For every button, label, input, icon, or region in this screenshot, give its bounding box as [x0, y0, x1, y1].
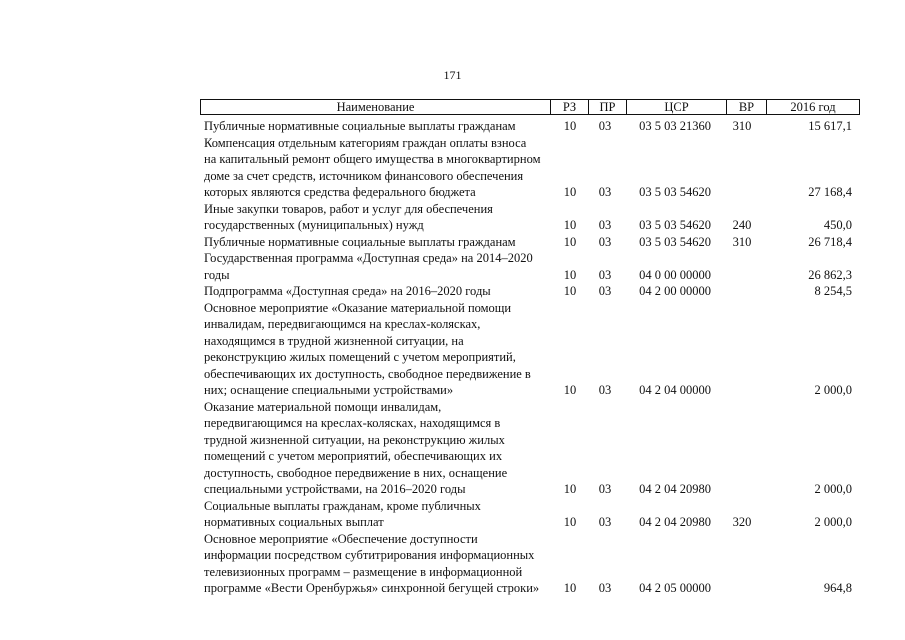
row-rz: 10: [563, 267, 577, 282]
row-name-line: обеспечивающих их доступность, свободное передвижение в: [204, 366, 531, 381]
row-sum: 8 254,5: [814, 284, 852, 298]
row-csr: 03 5 03 54620: [639, 234, 711, 249]
row-pr: 03: [598, 482, 612, 496]
table-header: [200, 99, 860, 115]
row-name-line: трудной жизненной ситуации, на реконструкцию жилых: [204, 432, 505, 447]
header-year: 2016 год: [766, 99, 860, 115]
row-csr: 03 5 03 54620: [639, 185, 711, 199]
row-rz: 10: [563, 234, 577, 249]
row-rz: 10: [563, 119, 577, 133]
row-pr: 03: [598, 218, 612, 232]
row-sum: 964,8: [823, 581, 852, 595]
header-vr: ВР: [726, 99, 766, 115]
row-name-line: Социальные выплаты гражданам, кроме публичных: [204, 498, 481, 513]
row-rz: 10: [563, 482, 577, 496]
row-sum: 450,0: [823, 218, 852, 232]
row-name-line: программе «Вести Оренбуржья» синхронной бегущей строки»: [204, 581, 540, 595]
header-pr: ПР: [588, 99, 626, 115]
row-name-line: Основное мероприятие «Оказание материальной помощи: [204, 300, 512, 315]
row-rz: 10: [563, 581, 577, 595]
row-pr: 03: [598, 185, 612, 199]
row-name-line: телевизионных программ – размещение в информационной: [204, 564, 523, 579]
row-name-line: Оказание материальной помощи инвалидам,: [204, 399, 442, 414]
row-name-line: инвалидам, передвигающимся на креслах-колясках,: [204, 317, 481, 331]
row-name-line: них; оснащение специальными устройствами»: [204, 383, 454, 397]
row-pr: 03: [598, 515, 612, 529]
row-name-line: Подпрограмма «Доступная среда» на 2016–2020 годы: [204, 284, 491, 298]
row-sum: 2 000,0: [814, 383, 852, 397]
row-sum: 2 000,0: [814, 482, 852, 496]
row-csr: 04 2 00 00000: [639, 284, 711, 298]
row-name-line: доме за счет средств, источником финансового обеспечения: [204, 168, 524, 183]
row-pr: 03: [598, 234, 612, 249]
row-sum: 26 718,4: [808, 234, 852, 249]
row-csr: 04 2 04 00000: [639, 383, 711, 397]
row-name-line: Публичные нормативные социальные выплаты гражданам: [204, 234, 516, 249]
row-csr: 03 5 03 21360: [639, 119, 711, 133]
row-name-line: Публичные нормативные социальные выплаты гражданам: [204, 119, 516, 133]
row-pr: 03: [598, 383, 612, 397]
row-name-line: Государственная программа «Доступная среда» на 2014–2020: [204, 251, 533, 265]
row-name-line: годы: [204, 267, 230, 282]
row-name-line: нормативных социальных выплат: [204, 515, 384, 529]
row-sum: 15 617,1: [808, 119, 852, 133]
row-csr: 04 2 04 20980: [639, 482, 711, 496]
row-rz: 10: [563, 185, 577, 199]
row-csr: 03 5 03 54620: [639, 218, 711, 232]
row-vr: 310: [732, 119, 752, 133]
row-pr: 03: [598, 284, 612, 298]
row-name-line: государственных (муниципальных) нужд: [204, 218, 424, 232]
header-csr: ЦСР: [626, 99, 726, 115]
row-rz: 10: [563, 218, 577, 232]
row-rz: 10: [563, 383, 577, 397]
row-vr: 310: [732, 234, 752, 249]
row-name-line: которых являются средства федерального бюджета: [204, 185, 476, 199]
row-csr: 04 2 04 20980: [639, 515, 711, 529]
row-pr: 03: [598, 119, 612, 133]
row-pr: 03: [598, 267, 612, 282]
row-csr: 04 2 05 00000: [639, 581, 711, 595]
row-sum: 27 168,4: [808, 185, 852, 199]
row-vr: 240: [732, 218, 752, 232]
page-number: 171: [443, 68, 462, 82]
row-name-line: доступность, свободное передвижение в них, оснащение: [204, 465, 508, 480]
row-name-line: Основное мероприятие «Обеспечение доступности: [204, 531, 478, 546]
row-name-line: Компенсация отдельным категориям граждан оплаты взноса: [204, 135, 527, 150]
row-name-line: помещений с учетом мероприятий, обеспечивающих их: [204, 449, 503, 463]
row-rz: 10: [563, 515, 577, 529]
row-sum: 2 000,0: [814, 515, 852, 529]
row-name-line: на капитальный ремонт общего имущества в многоквартирном: [204, 152, 541, 166]
row-name-line: находящимся в трудной жизненной ситуации, на: [204, 333, 464, 348]
row-name-line: передвигающимся на креслах-колясках, находящимся в: [204, 416, 501, 430]
row-name-line: реконструкцию жилых помещений с учетом мероприятий,: [204, 350, 516, 364]
row-pr: 03: [598, 581, 612, 595]
header-rz: РЗ: [550, 99, 588, 115]
row-rz: 10: [563, 284, 577, 298]
row-name-line: специальными устройствами, на 2016–2020 годы: [204, 482, 466, 496]
row-name-line: информации посредством субтитрирования информационных: [204, 548, 535, 562]
row-csr: 04 0 00 00000: [639, 267, 711, 282]
row-sum: 26 862,3: [808, 267, 852, 282]
row-vr: 320: [732, 515, 752, 529]
header-name: Наименование: [200, 99, 550, 115]
row-name-line: Иные закупки товаров, работ и услуг для обеспечения: [204, 201, 493, 216]
